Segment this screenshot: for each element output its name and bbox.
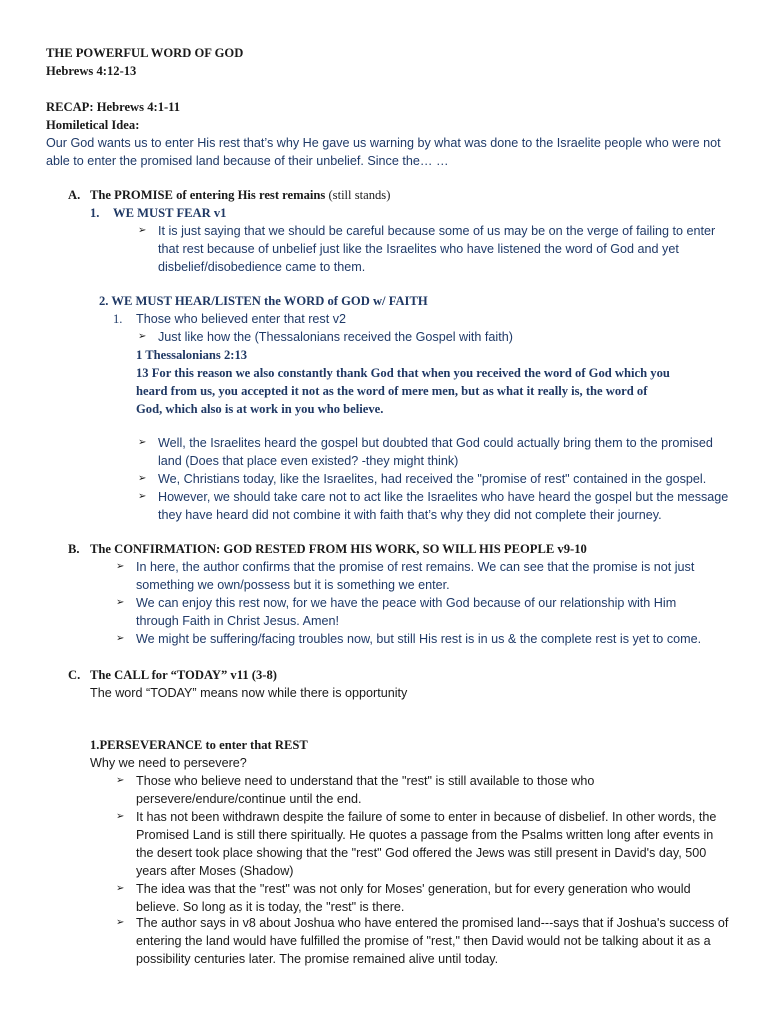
arrow-bullet-icon: ➢ — [138, 331, 147, 342]
perseverance-bullet-line: The author says in v8 about Joshua who have entered the promised land---says that if Joshua's success of — [136, 916, 729, 930]
arrow-bullet-icon: ➢ — [116, 917, 125, 928]
arrow-bullet-icon: ➢ — [138, 491, 147, 502]
arrow-bullet-icon: ➢ — [116, 883, 125, 894]
point1-marker: 1. — [90, 206, 100, 220]
perseverance-bullet-line: entering the land would have fulfilled the promise of "rest," then David would not be talking about it as a — [136, 934, 711, 948]
section-b-heading: The CONFIRMATION: GOD RESTED FROM HIS WORK, SO WILL HIS PEOPLE v9-10 — [90, 542, 587, 556]
scripture-quote-line: heard from us, you accepted it not as the word of mere men, but as what it really is, the word of — [136, 384, 648, 398]
scripture-quote-line: 13 For this reason we also constantly thank God that when you received the word of God which you — [136, 366, 670, 380]
section-c-text: The word “TODAY” means now while there is opportunity — [90, 686, 408, 700]
homiletical-idea-label: Homiletical Idea: — [46, 118, 140, 132]
perseverance-bullet-line: persevere/endure/continue until the end. — [136, 792, 362, 806]
homiletical-idea-line: Our God wants us to enter His rest that’s why He gave us warning by what was done to the Israelite people who were not — [46, 136, 721, 150]
perseverance-bullet-line: Promised Land is still there spiritually. He quotes a passage from the Psalms written long after events in — [136, 828, 714, 842]
recap-heading: RECAP: Hebrews 4:1-11 — [46, 100, 181, 114]
section-a-marker: A. — [68, 188, 81, 202]
perseverance-bullet-line: The idea was that the "rest" was not only for Moses' generation, but for every generation who would — [136, 882, 691, 896]
perseverance-num: 1. — [90, 738, 100, 752]
point1-heading: WE MUST FEAR v1 — [113, 206, 227, 220]
section-a-heading: The PROMISE of entering His rest remains — [90, 188, 326, 202]
section-c-heading: The CALL for “TODAY” v11 (3-8) — [90, 668, 277, 682]
homiletical-idea-line: able to enter the promised land because of their unbelief. Since the… … — [46, 154, 449, 168]
arrow-bullet-icon: ➢ — [138, 473, 147, 484]
section-b-bullet-line: In here, the author confirms that the promise of rest remains. We can see that the promise is not just — [136, 560, 695, 574]
perseverance-heading — [90, 736, 308, 754]
perseverance-bullet-line: possibility centuries later. The promise remained alive until today. — [136, 952, 499, 966]
perseverance-bullet-line: believe. So long as it is today, the "rest" is there. — [136, 900, 405, 914]
point2-bullet-line: they have heard did not combine it with faith that’s why they did not complete their journey. — [158, 508, 662, 522]
arrow-bullet-icon: ➢ — [116, 633, 125, 644]
section-b-bullet-line: We might be suffering/facing troubles now, but still His rest is in us & the complete rest is yet to come. — [136, 632, 702, 646]
point1-bullet-line: that rest because of unbelief just like the Israelites who have listened the word of God and yet — [158, 242, 679, 256]
section-b-marker: B. — [68, 542, 80, 556]
perseverance-bullet-line: It has not been withdrawn despite the failure of some to enter in because of disbelief. In other words, the — [136, 810, 717, 824]
perseverance-caps: PERSEVERANCE — [99, 738, 203, 752]
section-c-marker: C. — [68, 668, 81, 682]
document-title: THE POWERFUL WORD OF GOD — [46, 46, 244, 60]
section-b-bullet-line: through Faith in Christ Jesus. Amen! — [136, 614, 339, 628]
section-b-bullet-line: We can enjoy this rest now, for we have the peace with God because of our relationship with Him — [136, 596, 677, 610]
point1-bullet-line: disbelief/disobedience came to them. — [158, 260, 366, 274]
perseverance-rest: to enter that REST — [205, 738, 308, 752]
perseverance-bullet-line: the desert took place showing that the "rest" God offered the Jews was still present in David's day, 500 — [136, 846, 707, 860]
section-b-bullet-line: something we own/possess but it is something we enter. — [136, 578, 450, 592]
perseverance-bullet-line: years after Moses (Shadow) — [136, 864, 294, 878]
section-a-note: (still stands) — [328, 188, 391, 202]
point1-bullet-line: It is just saying that we should be careful because some of us may be on the verge of failing to enter — [158, 224, 716, 238]
perseverance-question: Why we need to persevere? — [90, 756, 247, 770]
scripture-ref-thessalonians: 1 Thessalonians 2:13 — [136, 348, 248, 362]
scripture-reference: Hebrews 4:12-13 — [46, 64, 137, 78]
point2-bullet-line: However, we should take care not to act like the Israelites who have heard the gospel but the message — [158, 490, 729, 504]
point2-bullet-line: land (Does that place even existed? -they might think) — [158, 454, 459, 468]
arrow-bullet-icon: ➢ — [138, 437, 147, 448]
point2-sub-text: Those who believed enter that rest v2 — [136, 312, 347, 326]
arrow-bullet-icon: ➢ — [116, 597, 125, 608]
arrow-bullet-icon: ➢ — [116, 561, 125, 572]
arrow-bullet-icon: ➢ — [116, 811, 125, 822]
perseverance-bullet-line: Those who believe need to understand that the "rest" is still available to those who — [136, 774, 595, 788]
point2-heading: 2. WE MUST HEAR/LISTEN the WORD of GOD w/ FAITH — [99, 294, 428, 308]
scripture-quote-line: God, which also is at work in you who believe. — [136, 402, 384, 416]
arrow-bullet-icon: ➢ — [116, 775, 125, 786]
point2-bullet-line: We, Christians today, like the Israelites, had received the "promise of rest" contained in the gospel. — [158, 472, 707, 486]
section-a-heading-line — [90, 186, 390, 204]
point2-sub-bullet: Just like how the (Thessalonians received the Gospel with faith) — [158, 330, 513, 344]
point2-sub-marker: 1. — [113, 312, 123, 326]
point2-bullet-line: Well, the Israelites heard the gospel but doubted that God could actually bring them to the promised — [158, 436, 713, 450]
arrow-bullet-icon: ➢ — [138, 225, 147, 236]
